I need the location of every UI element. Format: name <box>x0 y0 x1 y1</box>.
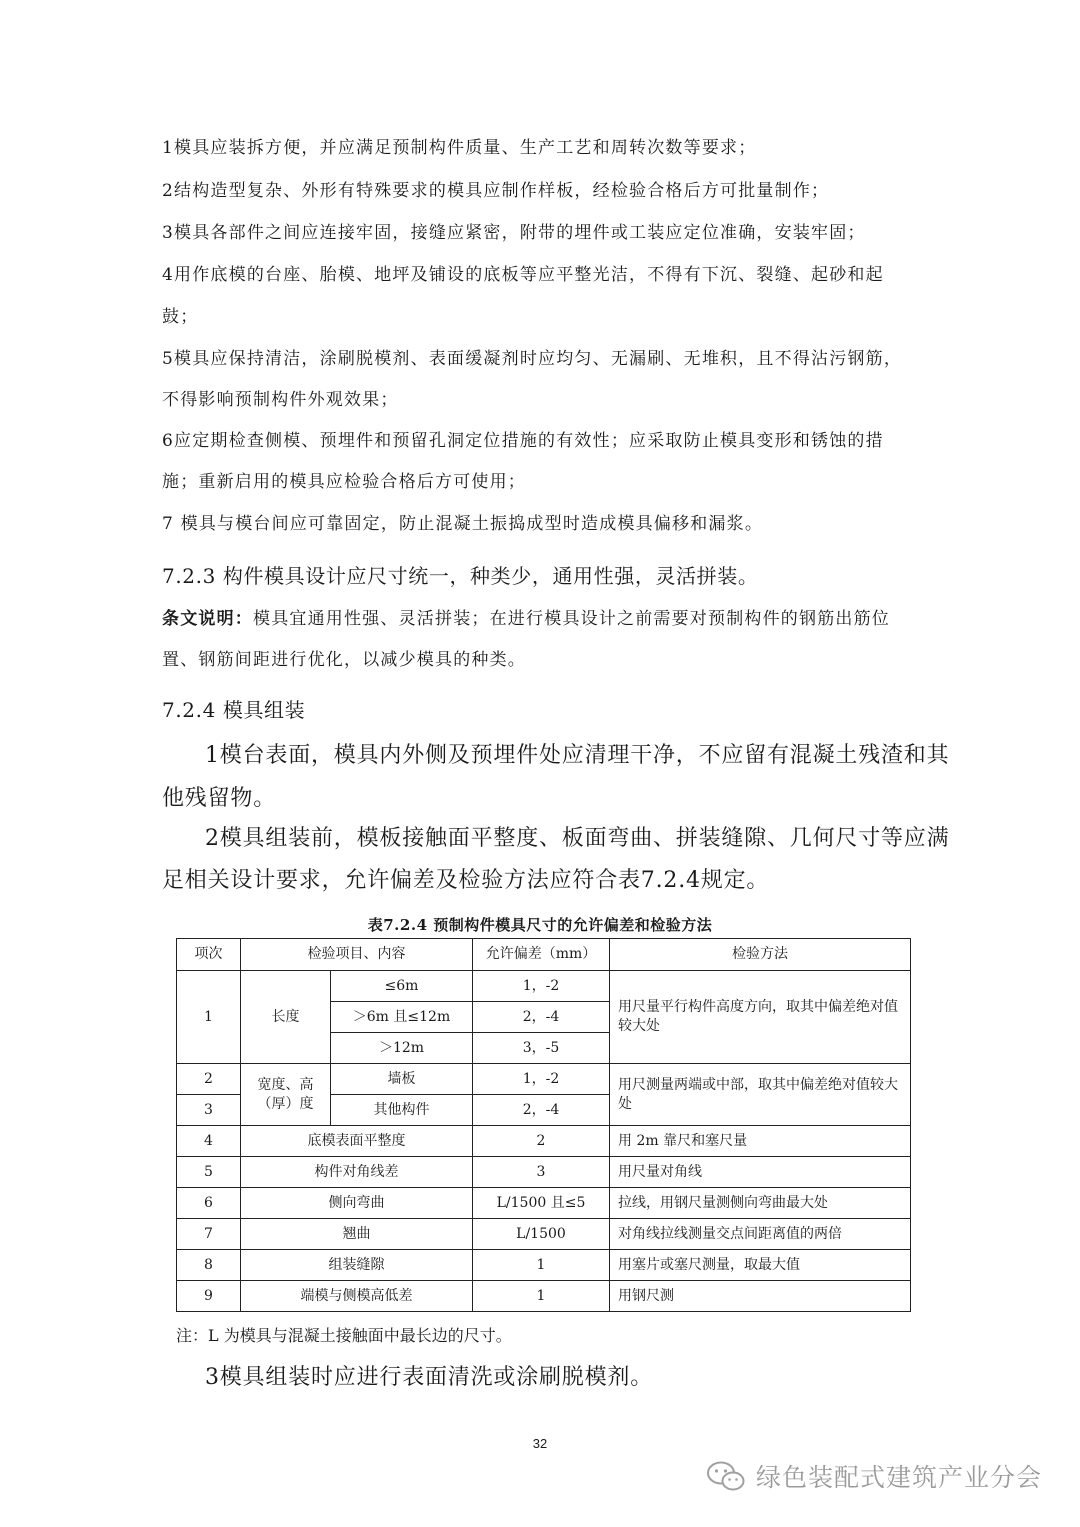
watermark-text: 绿色装配式建筑产业分会 <box>756 1463 1043 1492</box>
cell-tolerance: 2 <box>473 1126 610 1157</box>
clause-explanation <box>162 604 890 629</box>
list-item: 6应定期检查侧模、预埋件和预留孔洞定位措施的有效性；应采取防止模具变形和锈蚀的措 <box>162 431 884 451</box>
header-tolerance: 允许偏差（mm） <box>473 939 610 971</box>
cell-item: 翘曲 <box>241 1219 473 1250</box>
cell-tolerance: L/1500 且≤5 <box>473 1188 610 1219</box>
table-row <box>177 1064 911 1095</box>
cell-no: 1 <box>177 971 241 1064</box>
cell-method: 拉线，用钢尺量测侧向弯曲最大处 <box>610 1188 911 1219</box>
table-note: 注：L 为模具与混凝土接触面中最长边的尺寸。 <box>176 1326 512 1345</box>
header-method: 检验方法 <box>610 939 911 971</box>
cell-tolerance: 1，-2 <box>473 1064 610 1095</box>
wechat-icon <box>706 1460 746 1492</box>
header-no: 项次 <box>177 939 241 971</box>
cell-method: 用尺量平行构件高度方向，取其中偏差绝对值较大处 <box>610 971 911 1064</box>
list-item-continued: 施；重新启用的模具应检验合格后方可使用； <box>162 472 526 492</box>
cell-sub-item: 墙板 <box>331 1064 473 1095</box>
cell-item: 端模与侧模高低差 <box>241 1281 473 1312</box>
clause-explanation-text: 模具宜通用性强、灵活拼装；在进行模具设计之前需要对预制构件的钢筋出筋位 <box>253 609 890 629</box>
list-item: 7 模具与模台间应可靠固定，防止混凝土振捣成型时造成模具偏移和漏浆。 <box>162 514 764 534</box>
cell-method: 用钢尺测 <box>610 1281 911 1312</box>
table-row <box>177 1250 911 1281</box>
cell-sub-item: 其他构件 <box>331 1095 473 1126</box>
cell-tolerance: 2，-4 <box>473 1095 610 1126</box>
cell-item: 构件对角线差 <box>241 1157 473 1188</box>
paragraph-2: 2模具组装前，模板接触面平整度、板面弯曲、拼装缝隙、几何尺寸等应满 <box>205 826 950 851</box>
table-row <box>177 1126 911 1157</box>
cell-method: 用 2m 靠尺和塞尺量 <box>610 1126 911 1157</box>
cell-item: 侧向弯曲 <box>241 1188 473 1219</box>
cell-no: 7 <box>177 1219 241 1250</box>
tolerance-table <box>176 938 911 1312</box>
cell-sub-item: ＞12m <box>331 1033 473 1064</box>
cell-method: 用塞片或塞尺测量，取最大值 <box>610 1250 911 1281</box>
watermark <box>706 1456 1042 1496</box>
section-heading-7-2-4: 7.2.4 模具组装 <box>162 698 306 722</box>
cell-no: 8 <box>177 1250 241 1281</box>
cell-tolerance: 1 <box>473 1281 610 1312</box>
table-row <box>177 1281 911 1312</box>
table-row <box>177 1157 911 1188</box>
table-row <box>177 1188 911 1219</box>
cell-tolerance: 3 <box>473 1157 610 1188</box>
cell-item: 底模表面平整度 <box>241 1126 473 1157</box>
cell-item-group: 宽度、高（厚）度 <box>241 1064 331 1126</box>
cell-item-group: 长度 <box>241 971 331 1064</box>
list-item: 2结构造型复杂、外形有特殊要求的模具应制作样板，经检验合格后方可批量制作； <box>162 181 830 201</box>
table-caption: 表7.2.4 预制构件模具尺寸的允许偏差和检验方法 <box>367 916 713 934</box>
cell-method: 用尺量对角线 <box>610 1157 911 1188</box>
paragraph-2-continued: 足相关设计要求，允许偏差及检验方法应符合表7.2.4规定。 <box>162 868 770 893</box>
page-number: 32 <box>532 1436 548 1451</box>
list-item-continued: 不得影响预制构件外观效果； <box>162 390 399 410</box>
list-item: 4用作底模的台座、胎模、地坪及铺设的底板等应平整光洁，不得有下沉、裂缝、起砂和起 <box>162 265 884 285</box>
cell-tolerance: L/1500 <box>473 1219 610 1250</box>
cell-item: 组装缝隙 <box>241 1250 473 1281</box>
clause-explanation-label: 条文说明： <box>162 609 253 629</box>
paragraph-3: 3模具组装时应进行表面清洗或涂刷脱模剂。 <box>205 1365 653 1390</box>
list-item: 5模具应保持清洁，涂刷脱模剂、表面缓凝剂时应均匀、无漏刷、无堆积，且不得沾污钢筋， <box>162 349 903 369</box>
cell-no: 3 <box>177 1095 241 1126</box>
table-row <box>177 1219 911 1250</box>
cell-no: 2 <box>177 1064 241 1095</box>
table-header-row <box>177 939 911 971</box>
list-item-continued: 鼓； <box>162 307 199 327</box>
cell-tolerance: 1 <box>473 1250 610 1281</box>
paragraph-1-continued: 他残留物。 <box>162 786 277 811</box>
cell-no: 6 <box>177 1188 241 1219</box>
section-heading-7-2-3: 7.2.3 构件模具设计应尺寸统一，种类少，通用性强，灵活拼装。 <box>162 564 759 588</box>
cell-tolerance: 1，-2 <box>473 971 610 1002</box>
cell-sub-item: ＞6m 且≤12m <box>331 1002 473 1033</box>
paragraph-1: 1模台表面，模具内外侧及预埋件处应清理干净，不应留有混凝土残渣和其 <box>205 743 950 768</box>
cell-method: 对角线拉线测量交点间距离值的两倍 <box>610 1219 911 1250</box>
cell-method: 用尺测量两端或中部，取其中偏差绝对值较大处 <box>610 1064 911 1126</box>
cell-sub-item: ≤6m <box>331 971 473 1002</box>
table-row <box>177 971 911 1002</box>
cell-no: 5 <box>177 1157 241 1188</box>
cell-no: 4 <box>177 1126 241 1157</box>
clause-explanation-continued: 置、钢筋间距进行优化，以减少模具的种类。 <box>162 650 526 670</box>
cell-tolerance: 3，-5 <box>473 1033 610 1064</box>
list-item: 1模具应装拆方便，并应满足预制构件质量、生产工艺和周转次数等要求； <box>162 138 757 158</box>
cell-tolerance: 2，-4 <box>473 1002 610 1033</box>
header-item: 检验项目、内容 <box>241 939 473 971</box>
cell-no: 9 <box>177 1281 241 1312</box>
list-item: 3模具各部件之间应连接牢固，接缝应紧密，附带的埋件或工装应定位准确，安装牢固； <box>162 223 866 243</box>
